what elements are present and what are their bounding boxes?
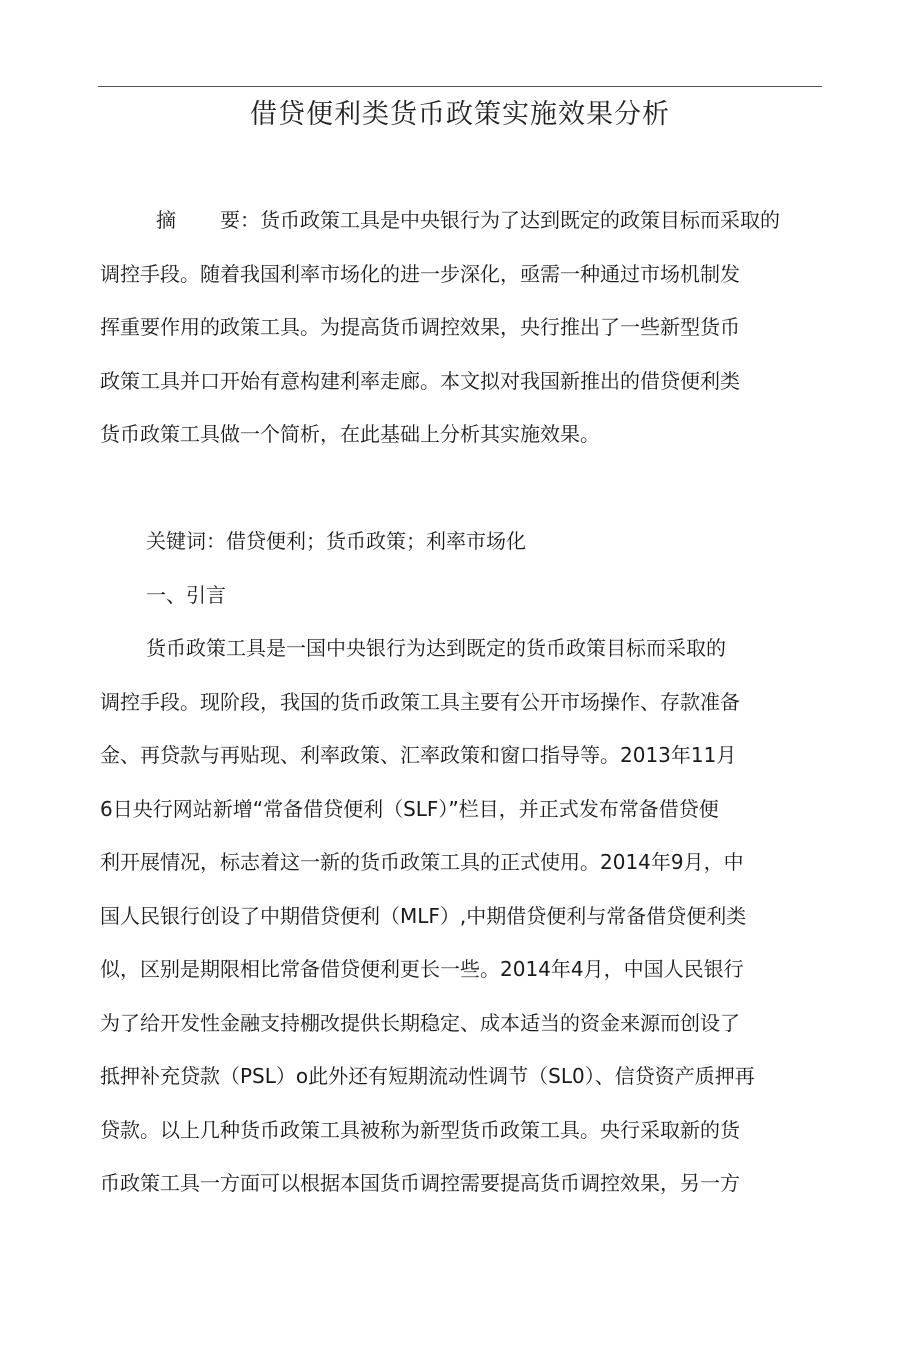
body-line-1: 货币政策工具是一国中央银行为达到既定的货币政策目标而采取的: [146, 636, 726, 660]
body-line-2: 调控手段。现阶段，我国的货币政策工具主要有公开市场操作、存款准备: [100, 690, 740, 714]
abstract-line-1: ：货币政策工具是中央银行为了达到既定的政策目标而采取的: [240, 208, 780, 232]
body-line-5: 利开展情况，标志着这一新的货币政策工具的正式使用。2014年9月，中: [100, 850, 744, 874]
body-line-8: 为了给开发性金融支持棚改提供长期稳定、成本适当的资金来源而创设了: [100, 1011, 740, 1035]
abstract-line-5: 货币政策工具做一个简析，在此基础上分析其实施效果。: [100, 422, 600, 446]
body-line-3: 金、再贷款与再贴现、利率政策、汇率政策和窗口指导等。2013年11月: [100, 743, 737, 767]
body-line-10: 贷款。以上几种货币政策工具被称为新型货币政策工具。央行采取新的货: [100, 1118, 740, 1142]
abstract-first-line: [156, 206, 780, 234]
header-rule: [98, 86, 822, 87]
body-line-6: 国人民银行创设了中期借贷便利（MLF）,中期借贷便利与常备借贷便利类: [100, 904, 747, 928]
body-line-7: 似，区别是期限相比常备借贷便利更长一些。2014年4月，中国人民银行: [100, 957, 744, 981]
abstract-line-4: 政策工具并口开始有意构建利率走廊。本文拟对我国新推出的借贷便利类: [100, 369, 740, 393]
abstract-label-char2: 要: [220, 208, 240, 232]
section-heading: 一、引言: [146, 583, 226, 607]
abstract-line-3: 挥重要作用的政策工具。为提高货币调控效果，央行推出了一些新型货币: [100, 315, 740, 339]
abstract-line-2: 调控手段。随着我国利率市场化的进一步深化，亟需一种通过市场机制发: [100, 262, 740, 286]
keywords-line: 关键词：借贷便利；货币政策；利率市场化: [146, 529, 526, 553]
body-line-9: 抵押补充贷款（PSL）o此外还有短期流动性调节（SL0）、信贷资产质押再: [100, 1064, 755, 1088]
body-line-4: 6日央行网站新增“常备借贷便利（SLF）”栏目，并正式发布常备借贷便: [100, 797, 719, 821]
body-line-11: 币政策工具一方面可以根据本国货币调控需要提高货币调控效果，另一方: [100, 1171, 740, 1195]
document-title: 借贷便利类货币政策实施效果分析: [250, 99, 670, 130]
abstract-label-char1: 摘: [156, 208, 176, 232]
